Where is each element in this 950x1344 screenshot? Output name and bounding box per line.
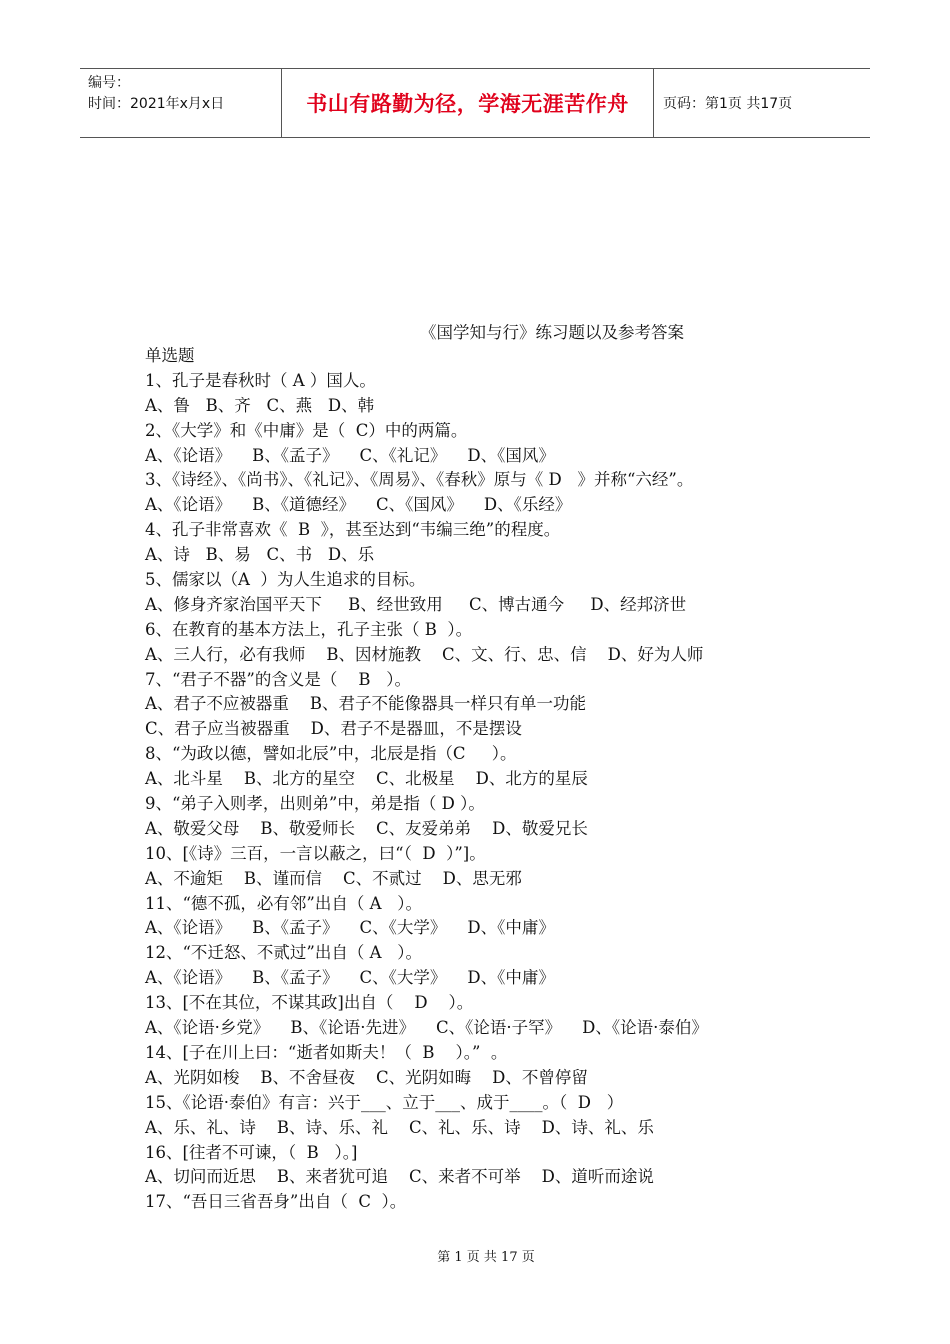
question-line: 13、[不在其位，不谋其政]出自（ D ）。 (145, 993, 474, 1013)
header-motto: 书山有路勤为径，学海无涯苦作舟 (281, 69, 654, 137)
question-line: 7、“君子不器”的含义是（ B ）。 (145, 669, 411, 689)
question-line: A、鲁 B、齐 C、燕 D、韩 (145, 395, 375, 415)
question-line: 14、[子在川上曰：“逝者如斯夫！（ B ）。” 。 (145, 1042, 508, 1062)
question-list (145, 344, 885, 1215)
question-line: 2、《大学》和《中庸》是（ C）中的两篇。 (145, 420, 468, 440)
question-line: 17、“吾日三省吾身”出自（ C ）。 (145, 1192, 407, 1212)
question-line: A、光阴如梭 B、不舍昼夜 C、光阴如晦 D、不曾停留 (145, 1067, 588, 1087)
question-line: 6、在教育的基本方法上，孔子主张（ B ）。 (145, 619, 473, 639)
question-line: A、修身齐家治国平天下 B、经世致用 C、博古通今 D、经邦济世 (145, 594, 687, 614)
page-header (80, 68, 870, 138)
question-line: A、《论语》 B、《孟子》 C、《大学》 D、《中庸》 (145, 918, 555, 938)
question-line: 12、“不迁怒、不贰过”出自（ A ）。 (145, 943, 423, 963)
question-line: A、乐、礼、诗 B、诗、乐、礼 C、礼、乐、诗 D、诗、礼、乐 (145, 1117, 654, 1137)
question-line: 4、孔子非常喜欢《 B 》，甚至达到“韦编三绝”的程度。 (145, 520, 561, 540)
question-line: 3、《诗经》、《尚书》、《礼记》、《周易》、《春秋》原与《 D 》并称“六经”。 (145, 470, 694, 490)
question-line: A、《论语》 B、《孟子》 C、《礼记》 D、《国风》 (145, 445, 555, 465)
question-line: 16、[往者不可谏，（ B ）。] (145, 1142, 358, 1162)
question-line: 1、孔子是春秋时（ A ）国人。 (145, 370, 376, 390)
question-line: A、《论语·乡党》 B、《论语·先进》 C、《论语·子罕》 D、《论语·泰伯》 (145, 1018, 708, 1038)
question-line: 8、“为政以德，譬如北辰”中，北辰是指（C ）。 (145, 744, 517, 764)
question-line: A、三人行，必有我师 B、因材施教 C、文、行、忠、信 D、好为人师 (145, 644, 704, 664)
header-meta (80, 69, 281, 137)
question-line: 11、“德不孤，必有邻”出自（ A ）。 (145, 893, 423, 913)
question-line: A、不逾矩 B、谨而信 C、不贰过 D、思无邪 (145, 868, 522, 888)
question-line: A、切问而近思 B、来者犹可追 C、来者不可举 D、道听而途说 (145, 1167, 654, 1187)
header-page-code: 页码：第1页 共17页 (663, 96, 793, 112)
document-title: 《国学知与行》练习题以及参考答案 (420, 323, 684, 342)
question-line: A、诗 B、易 C、书 D、乐 (145, 545, 375, 565)
page-footer: 第 1 页 共 17 页 (437, 1250, 535, 1265)
question-line: 10、[《诗》三百，一言以蔽之，曰“（ D ）”]。 (145, 843, 486, 863)
question-line: A、北斗星 B、北方的星空 C、北极星 D、北方的星辰 (145, 769, 588, 789)
question-line: C、君子应当被器重 D、君子不是器皿，不是摆设 (145, 719, 522, 739)
question-line: A、敬爱父母 B、敬爱师长 C、友爱弟弟 D、敬爱兄长 (145, 818, 588, 838)
question-line: 9、“弟子入则孝，出则弟”中，弟是指（ D ）。 (145, 794, 485, 814)
question-line: A、君子不应被器重 B、君子不能像器具一样只有单一功能 (145, 694, 587, 714)
number-label: 编号： (88, 75, 130, 91)
question-line: 5、儒家以（A ）为人生追求的目标。 (145, 570, 426, 590)
time-label: 时间：2021年x月x日 (88, 96, 225, 112)
section-heading: 单选题 (145, 346, 195, 365)
question-line: A、《论语》 B、《道德经》 C、《国风》 D、《乐经》 (145, 495, 572, 515)
question-line: 15、《论语·泰伯》有言：兴于___、立于___、成于____。（ D ） (145, 1092, 624, 1112)
question-line: A、《论语》 B、《孟子》 C、《大学》 D、《中庸》 (145, 968, 555, 988)
